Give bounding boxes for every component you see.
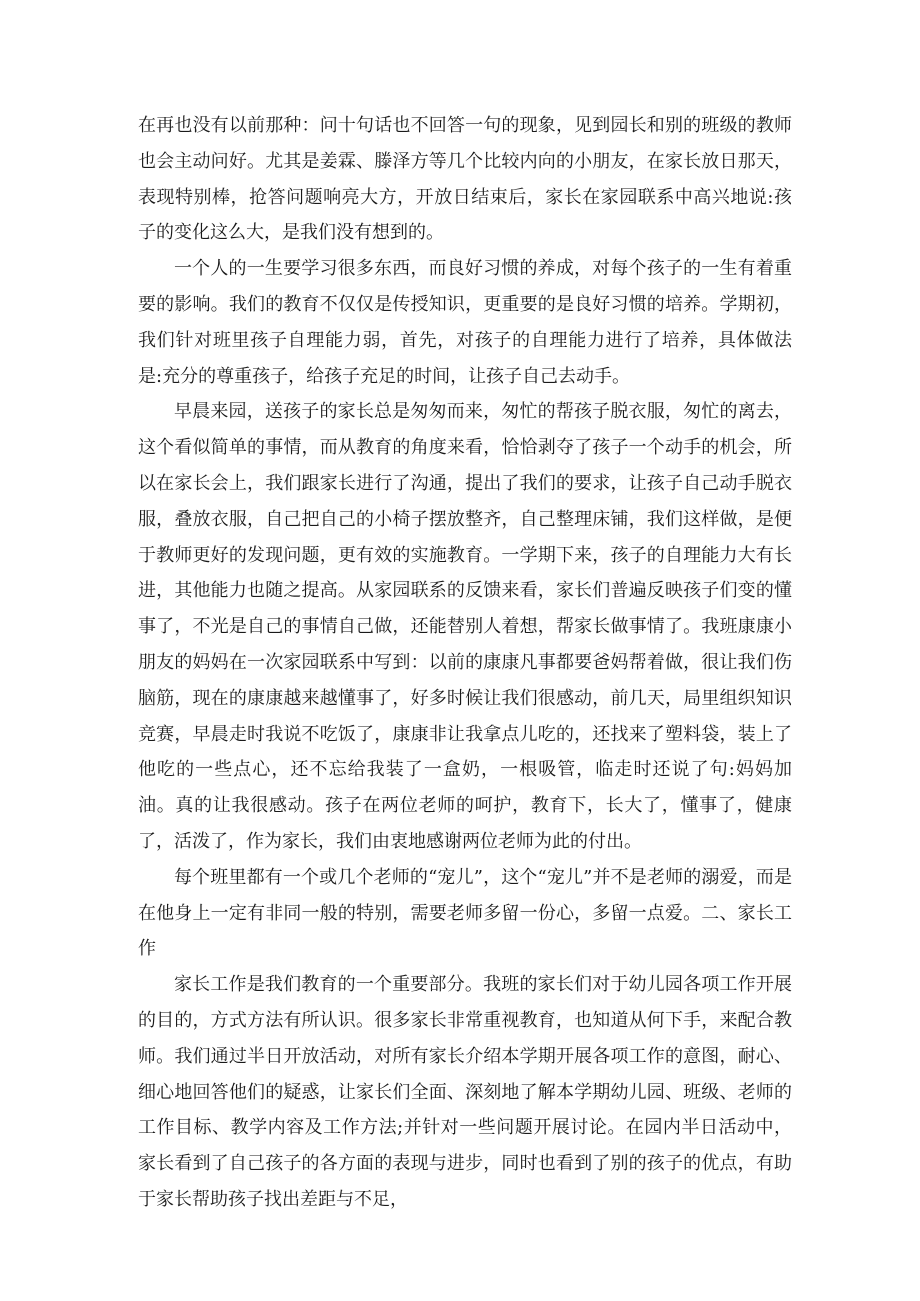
paragraph-continued: 在再也没有以前那种：问十句话也不回答一句的现象，见到园长和别的班级的教师也会主动问好。尤其是姜霖、滕泽方等几个比较内向的小朋友，在家长放日那天，表现特别棒，抢答问题响亮大方，开放日结束后，家长在家园联系中高兴地说:孩子的变化这么大，是我们没有想到的。 (138, 115, 792, 244)
document-body (138, 108, 792, 1218)
paragraph-morning-arrival: 早晨来园，送孩子的家长总是匆匆而来，匆忙的帮孩子脱衣服，匆忙的离去，这个看似简单的事情，而从教育的角度来看，恰恰剥夺了孩子一个动手的机会，所以在家长会上，我们跟家长进行了沟通，提出了我们的要求，让孩子自己动手脱衣服，叠放衣服，自己把自己的小椅子摆放整齐，自己整理床铺，我们这样做，是便于教师更好的发现问题，更有效的实施教育。一学期下来，孩子的自理能力大有长进，其他能力也随之提高。从家园联系的反馈来看，家长们普遍反映孩子们变的懂事了，不光是自己的事情自己做，还能替别人着想，帮家长做事情了。我班康康小朋友的妈妈在一次家园联系中写到：以前的康康凡事都要爸妈帮着做，很让我们伤脑筋，现在的康康越来越懂事了，好多时候让我们很感动，前几天，局里组织知识竞赛，早晨走时我说不吃饭了，康康非让我拿点儿吃的，还找来了塑料袋，装上了他吃的一些点心，还不忘给我装了一盒奶，一根吸管，临走时还说了句:妈妈加油。真的让我很感动。孩子在两位老师的呵护，教育下，长大了，懂事了，健康了，活泼了，作为家长，我们由衷地感谢两位老师为此的付出。 (138, 401, 792, 852)
paragraph-parent-work: 家长工作是我们教育的一个重要部分。我班的家长们对于幼儿园各项工作开展的目的，方式方法有所认识。很多家长非常重视教育，也知道从何下手，来配合教师。我们通过半日开放活动，对所有家长介绍本学期开展各项工作的意图，耐心、细心地回答他们的疑惑，让家长们全面、深刻地了解本学期幼儿园、班级、老师的工作目标、教学内容及工作方法;并针对一些问题开展讨论。在园内半日活动中，家长看到了自己孩子的各方面的表现与进步，同时也看到了别的孩子的优点，有助于家长帮助孩子找出差距与不足， (138, 974, 792, 1210)
paragraph-good-habits: 一个人的一生要学习很多东西，而良好习惯的养成，对每个孩子的一生有着重要的影响。我们的教育不仅仅是传授知识，更重要的是良好习惯的培养。学期初，我们针对班里孩子自理能力弱，首先，对孩子的自理能力进行了培养，具体做法是:充分的尊重孩子，给孩子充足的时间，让孩子自己去动手。 (138, 258, 792, 387)
paragraph-favorite-child: 每个班里都有一个或几个老师的“宠儿”，这个“宠儿”并不是老师的溺爱，而是在他身上一定有非同一般的特别，需要老师多留一份心，多留一点爱。二、家长工作 (138, 866, 792, 960)
